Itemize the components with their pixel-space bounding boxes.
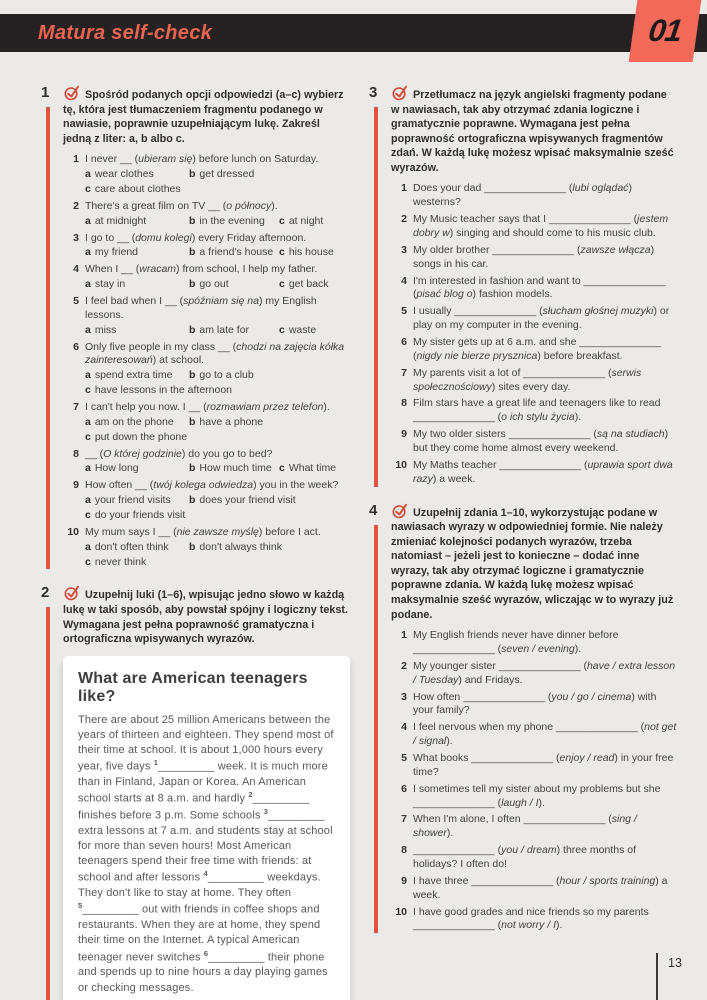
item-number: 9 bbox=[73, 479, 79, 492]
item-9 bbox=[63, 479, 350, 523]
option-b: b How much time bbox=[189, 462, 272, 475]
item-number: 3 bbox=[401, 690, 407, 703]
options-line bbox=[85, 431, 350, 445]
item-8 bbox=[391, 844, 678, 872]
item-8 bbox=[391, 397, 678, 425]
option-letter: b bbox=[189, 415, 196, 428]
item-text: Film stars have a great life and teenagers like to read ______________ (o ich stylu życia). bbox=[413, 397, 661, 424]
task-3 bbox=[366, 85, 678, 490]
task-body bbox=[63, 585, 350, 1000]
item-number: 2 bbox=[73, 199, 79, 212]
options-line bbox=[85, 384, 350, 398]
item-number: 1 bbox=[401, 182, 407, 195]
option-letter: b bbox=[189, 323, 196, 336]
option-letter: c bbox=[279, 246, 285, 259]
item-8 bbox=[63, 448, 350, 477]
option-letter: a bbox=[85, 323, 91, 336]
unit-number: 01 bbox=[646, 13, 684, 48]
option-letter: b bbox=[189, 540, 196, 553]
task-instructions bbox=[63, 585, 350, 646]
item-text: I'm interested in fashion and want to ______________ (pisać blog o) fashion models. bbox=[413, 274, 666, 301]
item-6 bbox=[391, 336, 678, 364]
item-number: 3 bbox=[401, 243, 407, 256]
option-letter: a bbox=[85, 168, 91, 181]
item-5 bbox=[391, 305, 678, 333]
item-text: I feel nervous when my phone ______________ (not get / signal). bbox=[413, 721, 677, 748]
item-number: 4 bbox=[401, 721, 407, 734]
item-number: 6 bbox=[73, 340, 79, 353]
option-c: c waste bbox=[279, 323, 317, 336]
page-number: 13 bbox=[668, 956, 682, 970]
item-number: 10 bbox=[67, 525, 79, 538]
item-text: My Maths teacher ______________ (uprawia sport dwa razy) a week. bbox=[413, 458, 673, 485]
item-text: There's a great film on TV __ (o północy). a at midnight b in the evening c at night bbox=[85, 200, 350, 229]
item-2 bbox=[391, 213, 678, 241]
unit-number-tab bbox=[629, 0, 702, 62]
task-instructions bbox=[391, 85, 678, 175]
page-title: Matura self-check bbox=[38, 21, 213, 44]
task-accent-bar bbox=[46, 107, 50, 569]
item-7 bbox=[391, 367, 678, 395]
option-b: b go out bbox=[189, 278, 229, 291]
item-4 bbox=[391, 275, 678, 303]
item-text: My parents visit a lot of ______________ (serwis społecznościowy) sites every day. bbox=[413, 366, 642, 393]
option-letter: c bbox=[85, 384, 91, 397]
item-2 bbox=[391, 660, 678, 688]
item-text: My Music teacher says that I ______________ (jestem dobry w) singing and should come to his music club. bbox=[413, 213, 669, 239]
task-accent-bar bbox=[374, 107, 378, 487]
page-footer bbox=[656, 953, 682, 1000]
option-a: a your friend visits bbox=[85, 494, 171, 507]
option-c: c get back bbox=[279, 278, 329, 291]
item-number: 1 bbox=[401, 629, 407, 642]
item-text: __ (O której godzinie) do you go to bed? a How long b How much time c What time bbox=[85, 448, 350, 477]
option-c: c What time bbox=[279, 462, 337, 475]
option-a: a my friend bbox=[85, 246, 139, 259]
option-letter: c bbox=[279, 214, 285, 227]
right-column bbox=[366, 85, 678, 1000]
item-number: 10 bbox=[395, 905, 407, 918]
item-3 bbox=[391, 691, 678, 719]
option-letter: b bbox=[189, 246, 196, 259]
item-1 bbox=[391, 182, 678, 210]
check-in-circle-icon bbox=[390, 84, 410, 102]
item-text: My younger sister ______________ (have / extra lesson / Tuesday) and Fridays. bbox=[413, 659, 676, 686]
option-a: a don't often think bbox=[85, 540, 169, 553]
check-in-circle-icon bbox=[390, 502, 410, 520]
option-letter: a bbox=[85, 369, 91, 382]
item-4 bbox=[63, 263, 350, 292]
task-body bbox=[63, 85, 350, 572]
options-line bbox=[85, 416, 350, 430]
item-text: My English friends never have dinner before ______________ (seven / evening). bbox=[413, 629, 619, 655]
option-letter: a bbox=[85, 214, 91, 227]
option-b: b does your friend visit bbox=[189, 494, 296, 507]
option-letter: a bbox=[85, 462, 91, 475]
option-a: a at midnight bbox=[85, 214, 147, 227]
item-text: My mum says I __ (nie zawsze myślę) before I act. a don't often think b don't always think c never think bbox=[85, 526, 350, 570]
option-c: c do your friends visit bbox=[85, 509, 186, 522]
options-line bbox=[85, 462, 350, 476]
options-line bbox=[85, 183, 350, 197]
item-number: 10 bbox=[395, 458, 407, 471]
item-text: ______________ (you / dream) three months of holidays? I often do! bbox=[413, 844, 636, 870]
option-b: b a friend's house bbox=[189, 246, 274, 259]
item-10 bbox=[63, 526, 350, 570]
task-body bbox=[391, 503, 678, 937]
options-line bbox=[85, 541, 350, 555]
task-gutter bbox=[38, 585, 63, 1000]
check-in-circle-icon bbox=[62, 585, 82, 603]
item-1 bbox=[63, 153, 350, 197]
task-accent-bar bbox=[374, 525, 378, 934]
option-letter: b bbox=[189, 462, 196, 475]
item-number: 9 bbox=[401, 874, 407, 887]
item-number: 6 bbox=[401, 782, 407, 795]
task-accent-bar bbox=[46, 607, 50, 1000]
item-text: Does your dad ______________ (lubi oglądać) westerns? bbox=[413, 182, 632, 209]
task-instructions bbox=[63, 85, 350, 146]
option-c: c his house bbox=[279, 246, 334, 259]
item-1 bbox=[391, 629, 678, 657]
check-in-circle-icon bbox=[62, 84, 82, 102]
item-number: 8 bbox=[401, 844, 407, 857]
instruction-text: Przetłumacz na język angielski fragmenty podane w nawiasach, tak aby otrzymać zdania logiczne i gramatycznie poprawne. Wymagana jest pełna poprawność ortograficzna wpisywanych fragmentów zdań. W każdą lukę możesz wpisać maksymalnie sześć wyrazów. bbox=[391, 89, 674, 174]
item-text: I go to __ (domu kolegi) every Friday afternoon. a my friend b a friend's house c his house bbox=[85, 232, 350, 261]
option-letter: c bbox=[279, 278, 285, 291]
option-letter: b bbox=[189, 369, 196, 382]
header-bar bbox=[0, 14, 707, 52]
option-letter: c bbox=[85, 430, 91, 443]
task-number: 1 bbox=[41, 84, 50, 101]
option-a: a am on the phone bbox=[85, 415, 174, 428]
option-b: b have a phone bbox=[189, 415, 264, 428]
item-5 bbox=[63, 295, 350, 338]
option-c: c put down the phone bbox=[85, 430, 188, 443]
item-number: 5 bbox=[401, 305, 407, 318]
options-line bbox=[85, 168, 350, 182]
options-line bbox=[85, 509, 350, 523]
task-number: 2 bbox=[41, 584, 50, 602]
item-text: What books ______________ (enjoy / read) in your free time? bbox=[413, 751, 674, 778]
option-b: b don't always think bbox=[189, 540, 282, 553]
item-5 bbox=[391, 752, 678, 780]
options-line bbox=[85, 215, 350, 229]
option-letter: c bbox=[85, 555, 91, 568]
item-2 bbox=[63, 200, 350, 229]
item-number: 3 bbox=[73, 231, 79, 244]
options-line bbox=[85, 556, 350, 570]
option-a: a stay in bbox=[85, 278, 126, 291]
item-text: My sister gets up at 6 a.m. and she ______________ (nigdy nie bierze prysznica) before breakfast. bbox=[413, 335, 662, 362]
option-letter: a bbox=[85, 415, 91, 428]
option-b: b get dressed bbox=[189, 168, 255, 181]
item-number: 2 bbox=[401, 213, 407, 226]
item-text: How often ______________ (you / go / cinema) with your family? bbox=[413, 690, 657, 717]
task-4 bbox=[366, 503, 678, 937]
option-a: a wear clothes bbox=[85, 168, 154, 181]
option-letter: c bbox=[279, 323, 285, 336]
option-letter: c bbox=[279, 462, 285, 475]
item-number: 4 bbox=[73, 263, 79, 276]
item-text: I sometimes tell my sister about my problems but she ______________ (laugh / I). bbox=[413, 782, 661, 809]
item-text: My two older sisters ______________ (są na studiach) but they come home almost every weekend. bbox=[413, 428, 669, 454]
passage-title: What are American teenagers like? bbox=[78, 669, 308, 705]
item-9 bbox=[391, 875, 678, 903]
instruction-text: Uzupełnij luki (1–6), wpisując jedno słowo w każdą lukę w taki sposób, aby powstał spójny i logiczny tekst. Wymagana jest pełna poprawność gramatyczna i ortograficzna wpisywanych wyrazów. bbox=[63, 589, 348, 646]
task-gutter bbox=[38, 85, 63, 572]
reading-passage bbox=[63, 656, 350, 1000]
option-c: c have lessons in the afternoon bbox=[85, 384, 233, 397]
item-number: 2 bbox=[401, 659, 407, 672]
item-text: I have three ______________ (hour / sports training) a week. bbox=[413, 874, 668, 901]
options-line bbox=[85, 369, 350, 383]
option-c: c never think bbox=[85, 555, 147, 568]
task-body bbox=[391, 85, 678, 490]
item-number: 9 bbox=[401, 428, 407, 441]
task-1 bbox=[38, 85, 350, 572]
item-list bbox=[391, 629, 678, 933]
item-number: 5 bbox=[401, 751, 407, 764]
item-list bbox=[391, 182, 678, 486]
item-number: 8 bbox=[401, 397, 407, 410]
option-b: b am late for bbox=[189, 323, 250, 336]
option-a: a spend extra time bbox=[85, 369, 173, 382]
item-text: I never __ (ubieram się) before lunch on Saturday. a wear clothes b get dressed c care about clothes bbox=[85, 153, 350, 197]
item-text: I have good grades and nice friends so my parents ______________ (not worry / I). bbox=[413, 905, 649, 932]
options-line bbox=[85, 494, 350, 508]
option-letter: a bbox=[85, 246, 91, 259]
item-3 bbox=[63, 232, 350, 261]
options-line bbox=[85, 324, 350, 338]
option-letter: c bbox=[85, 509, 91, 522]
instruction-text: Spośród podanych opcji odpowiedzi (a–c) wybierz tę, która jest tłumaczeniem fragmentu podanego w nawiasie, poprawnie uzupełniającym lukę. Zakreśl jedną z liter: a, b albo c. bbox=[63, 89, 344, 145]
item-text: When I'm alone, I often ______________ (sing / shower). bbox=[413, 813, 637, 840]
item-text: I usually ______________ (słucham głośnej muzyki) or play on my computer in the evening. bbox=[413, 305, 670, 332]
item-7 bbox=[391, 813, 678, 841]
option-letter: a bbox=[85, 494, 91, 507]
task-instructions bbox=[391, 503, 678, 623]
passage-body: There are about 25 million Americans between the years of thirteen and eighteen. They spend most of their time at school. It is about 1,000 hours every year, five days $^1$_________ week. It is much more than in Finland, Japan or Korea. An American school starts at 8 a.m. and hardly $^2$_________ finishes before 3 p.m. Some schools $^3$_________ extra lessons at 7 a.m. and students stay at school for more than seven hours! Most American teenagers spend their free time with friends: at school and after lessons $^4$_________ weekdays. They don't like to stay at home. They often $^5$_________ out with friends in coffee shops and restaurants. When they are at home, they spend their time on the Internet. A typical American teenager never switches $^6$_________ their phone and spends up to nine hours a day playing games or checking messages. bbox=[78, 713, 334, 994]
instruction-text: Uzupełnij zdania 1–10, wykorzystując podane w nawiasach wyrazy w odpowiedniej formie. Nie należy zmieniać kolejności podanych wyrazów, trzeba natomiast – jeżeli jest to konieczne – dodać inne wyrazy, tak aby otrzymać logiczne i gramatycznie poprawne zdania. W każdą lukę możesz wpisać maksymalnie sześć wyrazów, wliczając w to wyrazy już podane. bbox=[391, 506, 674, 621]
option-c: c care about clothes bbox=[85, 182, 181, 195]
item-7 bbox=[63, 401, 350, 445]
item-text: I feel bad when I __ (spóźniam się na) my English lessons. a miss b am late for c waste bbox=[85, 295, 350, 338]
option-b: b in the evening bbox=[189, 214, 265, 227]
task-gutter bbox=[366, 85, 391, 490]
item-text: How often __ (twój kolega odwiedza) you in the week? a your friend visits b does your friend visit c do your friends visit bbox=[85, 479, 350, 523]
task-gutter bbox=[366, 503, 391, 937]
option-b: b go to a club bbox=[189, 369, 254, 382]
item-10 bbox=[391, 459, 678, 487]
left-column bbox=[38, 85, 350, 1000]
item-6 bbox=[63, 341, 350, 398]
option-letter: c bbox=[85, 182, 91, 195]
item-number: 4 bbox=[401, 274, 407, 287]
task-number: 4 bbox=[369, 501, 378, 519]
item-number: 5 bbox=[73, 294, 79, 307]
item-6 bbox=[391, 783, 678, 811]
item-4 bbox=[391, 721, 678, 749]
item-number: 8 bbox=[73, 447, 79, 460]
item-number: 7 bbox=[401, 366, 407, 379]
task-2 bbox=[38, 585, 350, 1000]
option-letter: b bbox=[189, 214, 196, 227]
options-line bbox=[85, 278, 350, 292]
option-letter: b bbox=[189, 494, 196, 507]
option-letter: b bbox=[189, 278, 196, 291]
item-number: 6 bbox=[401, 335, 407, 348]
item-text: I can't help you now. I __ (rozmawiam przez telefon). a am on the phone b have a phone c put down the phone bbox=[85, 401, 350, 445]
option-a: a miss bbox=[85, 323, 117, 336]
item-9 bbox=[391, 428, 678, 456]
option-letter: b bbox=[189, 168, 196, 181]
item-text: My older brother ______________ (zawsze włącza) songs in his car. bbox=[413, 243, 655, 270]
option-a: a How long bbox=[85, 462, 139, 475]
item-number: 7 bbox=[73, 401, 79, 413]
option-c: c at night bbox=[279, 214, 324, 227]
content-columns bbox=[38, 85, 678, 1000]
item-text: Only five people in my class __ (chodzi na zajęcia kółka zainteresowań) at school. a spend extra time b go to a club c have lessons in the afternoon bbox=[85, 341, 350, 398]
task-number: 3 bbox=[369, 84, 378, 101]
item-number: 7 bbox=[401, 813, 407, 826]
item-text: When I __ (wracam) from school, I help my father. a stay in b go out c get back bbox=[85, 263, 350, 292]
item-10 bbox=[391, 906, 678, 934]
option-letter: a bbox=[85, 540, 91, 553]
item-3 bbox=[391, 244, 678, 272]
option-letter: a bbox=[85, 278, 91, 291]
options-line bbox=[85, 246, 350, 260]
item-list bbox=[63, 153, 350, 569]
item-number: 1 bbox=[73, 153, 79, 166]
